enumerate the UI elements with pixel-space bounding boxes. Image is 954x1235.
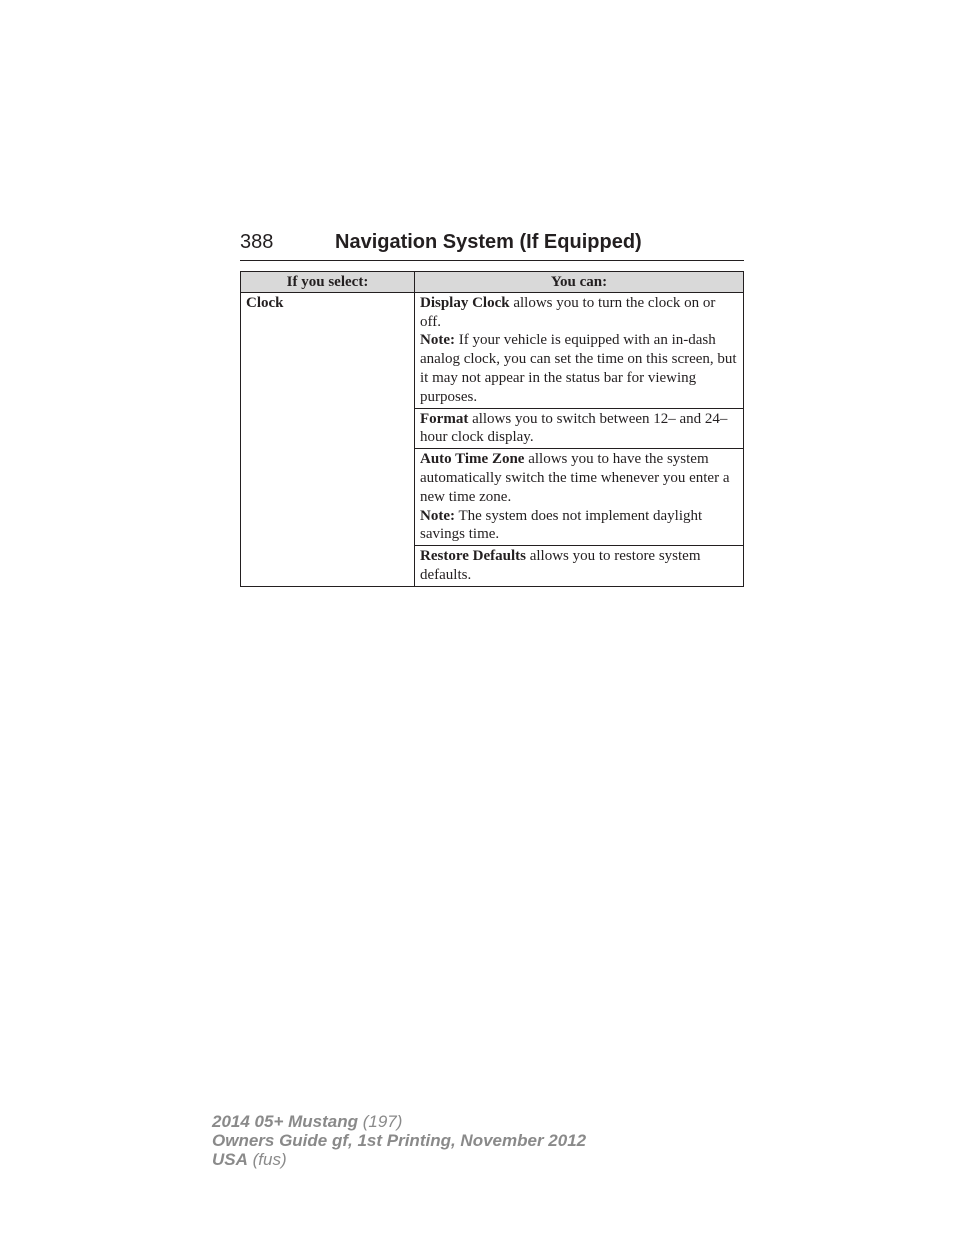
footer-market-code: (fus) xyxy=(247,1150,287,1169)
footer-line xyxy=(212,1112,586,1131)
page-header xyxy=(240,228,744,261)
footer-model: 2014 05+ Mustang xyxy=(212,1112,358,1131)
note-text: If your vehicle is equipped with an in-dash analog clock, you can set the time on this screen, but it may not appear in the status bar for viewing purposes. xyxy=(420,332,737,405)
description-cell xyxy=(415,292,744,408)
footer-edition: Owners Guide gf, 1st Printing, November 2012 xyxy=(212,1131,587,1150)
table-header-row xyxy=(241,272,744,293)
note-text: The system does not implement daylight savings time. xyxy=(420,507,703,543)
page-title: Navigation System (If Equipped) xyxy=(335,231,642,253)
option-term: Display Clock xyxy=(420,294,510,311)
footer-line xyxy=(212,1150,586,1169)
settings-table xyxy=(240,271,744,587)
option-term: Auto Time Zone xyxy=(420,451,525,468)
column-header-select: If you select: xyxy=(241,272,415,293)
option-text: allows you to turn the clock on or off. xyxy=(420,294,716,330)
option-text: allows you to switch between 12– and 24–hour clock display. xyxy=(420,410,728,446)
note-label: Note: xyxy=(420,507,455,524)
description-cell xyxy=(415,546,744,587)
page-number: 388 xyxy=(240,231,274,253)
page-footer xyxy=(212,1112,586,1169)
option-term: Format xyxy=(420,410,469,427)
note-label: Note: xyxy=(420,332,455,349)
option-text: allows you to restore system defaults. xyxy=(420,548,701,583)
description-cell xyxy=(415,449,744,546)
select-item-clock: Clock xyxy=(241,292,415,586)
option-text: allows you to have the system automatically switch the time whenever you enter a new time zone. xyxy=(420,451,730,505)
table-row xyxy=(241,292,744,408)
column-header-action: You can: xyxy=(415,272,744,293)
footer-model-code: (197) xyxy=(358,1112,403,1131)
footer-market: USA xyxy=(212,1150,248,1169)
option-term: Restore Defaults xyxy=(420,548,526,565)
description-cell xyxy=(415,408,744,449)
